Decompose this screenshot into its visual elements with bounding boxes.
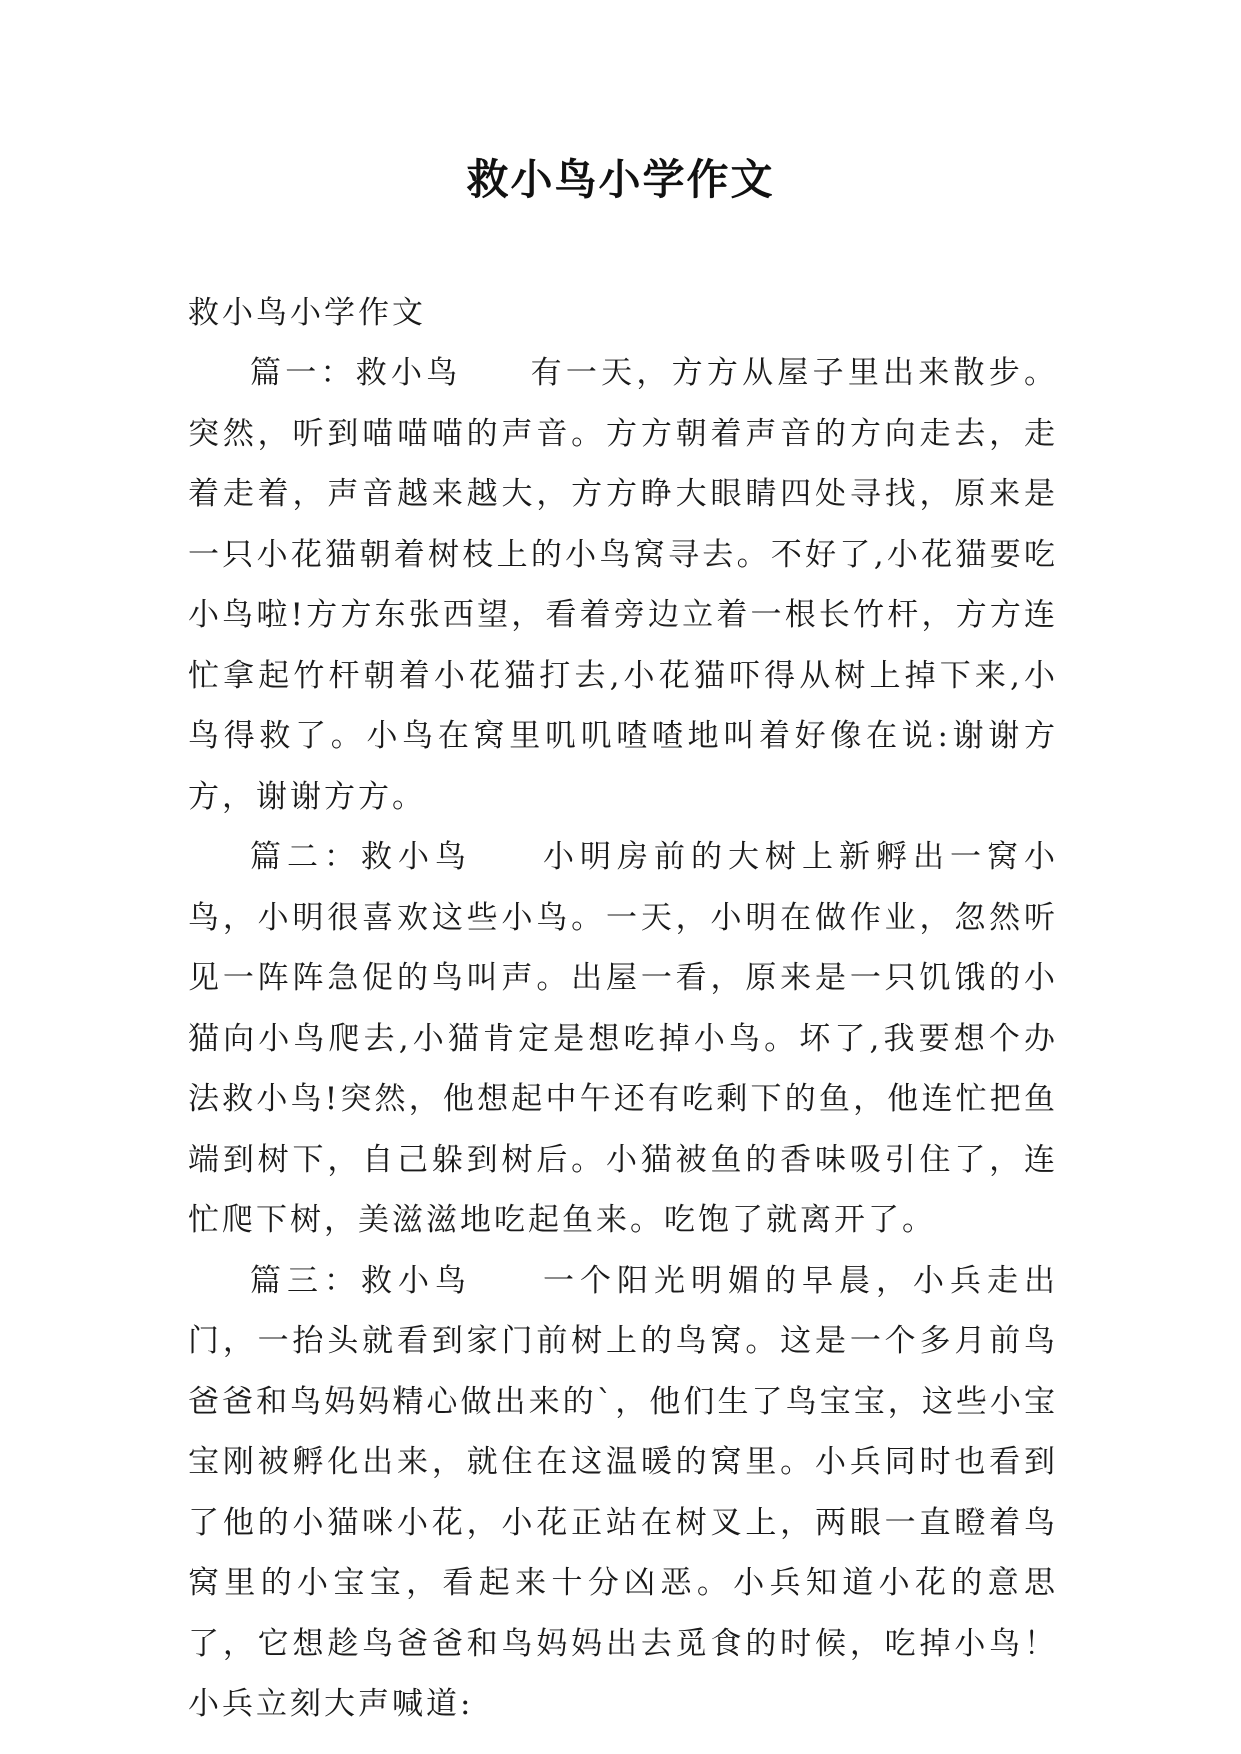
paragraph-heading: 篇二：救小鸟 <box>250 839 472 875</box>
paragraph-3 <box>188 1251 1058 1735</box>
paragraph-heading: 篇三：救小鸟 <box>250 1262 472 1299</box>
document-body <box>188 283 1058 1735</box>
paragraph-text: 有一天，方方从屋子里出来散步。突然，听到喵喵喵的声音。方方朝着声音的方向走去，走着走着，声音越来越大，方方睁大眼睛四处寻找，原来是一只小花猫朝着树枝上的小鸟窝寻去。不好了,小花猫要吃小鸟啦!方方东张西望，看着旁边立着一根长竹杆，方方连忙拿起竹杆朝着小花猫打去,小花猫吓得从树上掉下来,小鸟得救了。小鸟在窝里叽叽喳喳地叫着好像在说:谢谢方方，谢谢方方。 <box>188 355 1059 815</box>
document-title: 救小鸟小学作文 <box>466 155 775 204</box>
document-subtitle: 救小鸟小学作文 <box>188 295 426 331</box>
paragraph-2 <box>188 827 1058 1251</box>
paragraph-text: 一个阳光明媚的早晨，小兵走出门，一抬头就看到家门前树上的鸟窝。这是一个多月前鸟爸爸和鸟妈妈精心做出来的`，他们生了鸟宝宝，这些小宝宝刚被孵化出来，就住在这温暖的窝里。小兵同时也看到了他的小猫咪小花，小花正站在树叉上，两眼一直瞪着鸟窝里的小宝宝，看起来十分凶恶。小兵知道小花的意思了，它想趁鸟爸爸和鸟妈妈出去觅食的时候，吃掉小鸟！小兵立刻大声喊道: <box>188 1262 1058 1722</box>
paragraph-heading: 篇一：救小鸟 <box>250 355 462 391</box>
paragraph-1 <box>188 343 1058 827</box>
paragraph-text: 小明房前的大树上新孵出一窝小鸟，小明很喜欢这些小鸟。一天，小明在做作业，忽然听见一阵阵急促的鸟叫声。出屋一看，原来是一只饥饿的小猫向小鸟爬去,小猫肯定是想吃掉小鸟。坏了,我要想个办法救小鸟!突然，他想起中午还有吃剩下的鱼，他连忙把鱼端到树下，自己躲到树后。小猫被鱼的香味吸引住了，连忙爬下树，美滋滋地吃起鱼来。吃饱了就离开了。 <box>188 839 1058 1238</box>
